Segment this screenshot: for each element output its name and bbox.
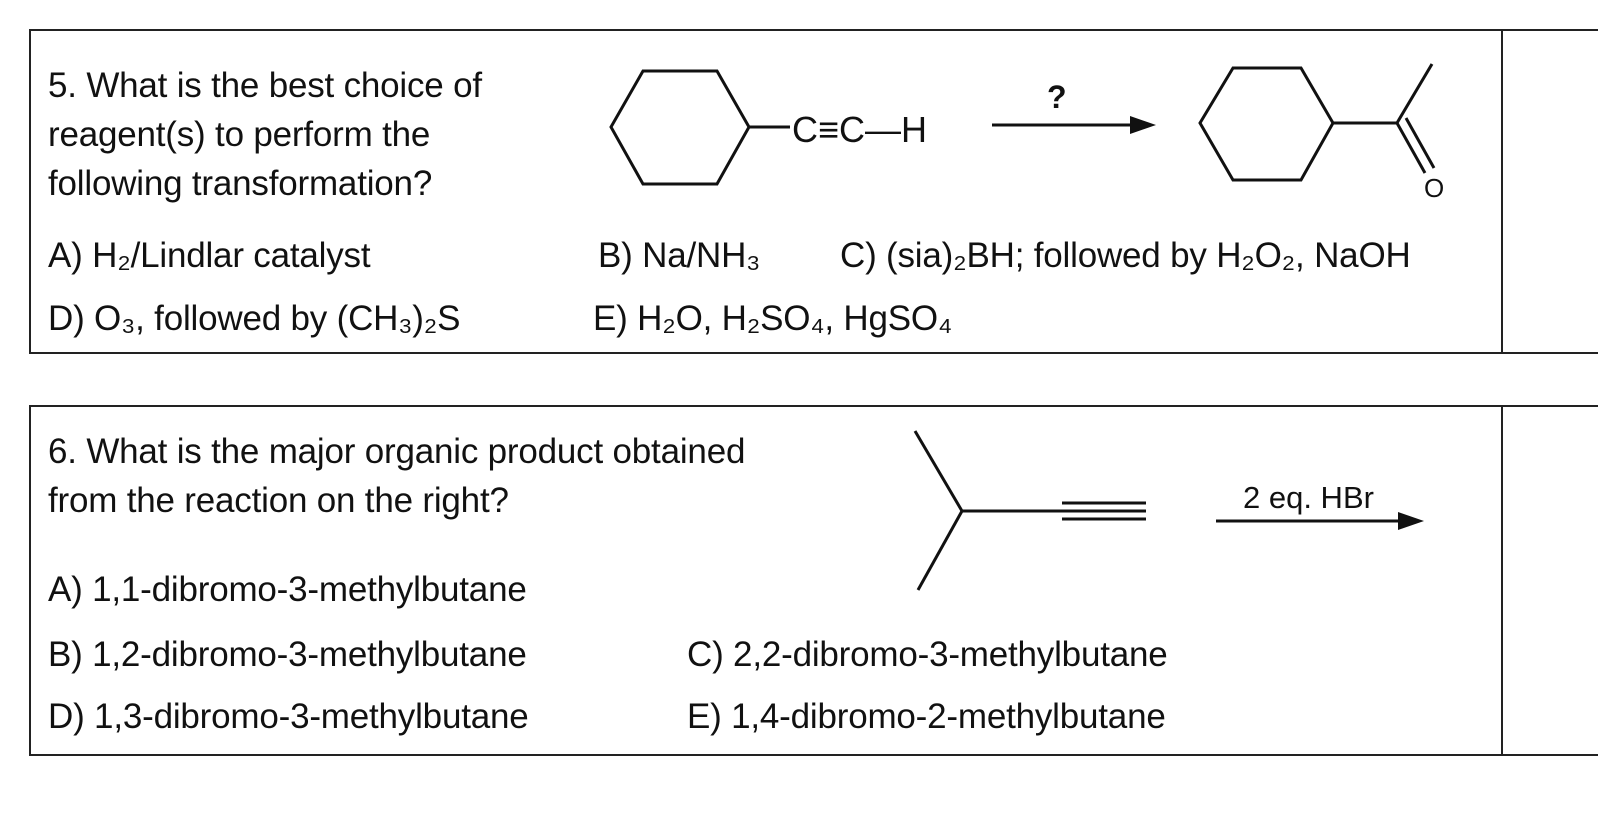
q6-choice-d: D) 1,3-dibromo-3-methylbutane <box>48 697 529 736</box>
q5-choice-c: C) (sia)₂BH; followed by H₂O₂, NaOH <box>840 236 1411 275</box>
product-carbonyl-oxygen: O <box>1424 173 1445 203</box>
q6-question-line-2: from the reaction on the right? <box>48 481 509 520</box>
q5-arrow-label: ? <box>1047 79 1067 115</box>
q5-question-line-2: reagent(s) to perform the <box>48 115 431 154</box>
reactant-cyclohexane-ring <box>611 71 749 184</box>
q5-reaction-scheme <box>0 0 1598 240</box>
q6-choice-c: C) 2,2-dibromo-3-methylbutane <box>687 635 1168 674</box>
q5-choice-b: B) Na/NH₃ <box>598 236 761 275</box>
q6-question-line-1: 6. What is the major organic product obtained <box>48 432 746 471</box>
q5-choice-e: E) H₂O, H₂SO₄, HgSO₄ <box>593 299 953 338</box>
q6-choice-e: E) 1,4-dibromo-2-methylbutane <box>687 697 1166 736</box>
q5-choice-a: A) H₂/Lindlar catalyst <box>48 236 371 275</box>
q5-question-line-3: following transformation? <box>48 164 433 203</box>
q5-choice-d: D) O₃, followed by (CH₃)₂S <box>48 299 461 338</box>
q6-choice-a: A) 1,1-dibromo-3-methylbutane <box>48 570 527 609</box>
q6-arrow-label: 2 eq. HBr <box>1243 480 1374 515</box>
product-cyclohexane-ring <box>1200 68 1333 180</box>
reactant-alkyne-group: C≡C—H <box>792 109 927 150</box>
q6-choice-b: B) 1,2-dibromo-3-methylbutane <box>48 635 527 674</box>
q5-question-line-1: 5. What is the best choice of <box>48 66 482 105</box>
